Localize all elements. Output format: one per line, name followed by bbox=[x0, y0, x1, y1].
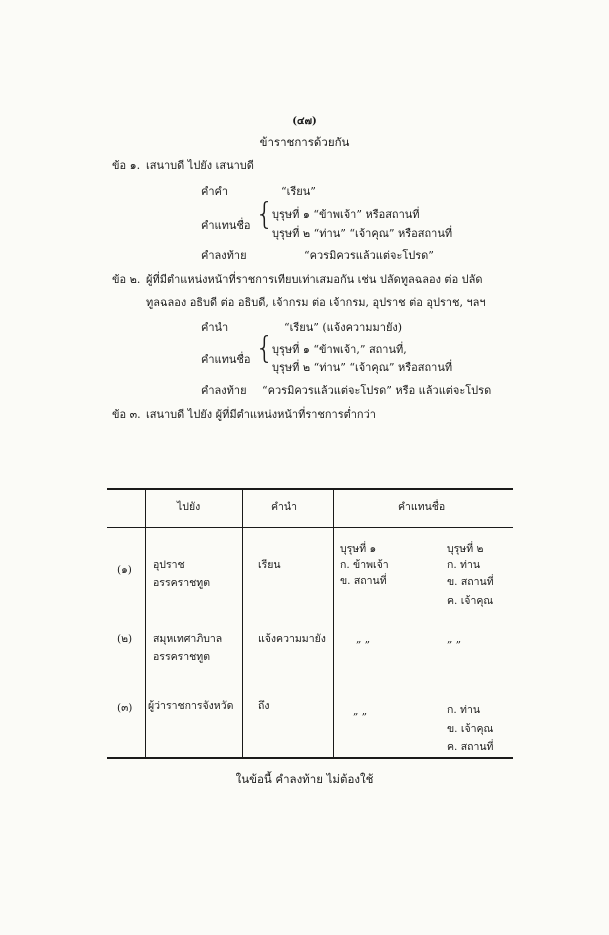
row-3-p2-3: ค. สถานที่ bbox=[447, 741, 494, 753]
clause-1-closing-label: คำลงท้าย bbox=[201, 249, 247, 262]
table-divider-2 bbox=[242, 488, 243, 758]
clause-3-text: เสนาบดี ไปยัง ผู้ที่มีตำแหน่งหน้าที่ราชการต่ำกว่า bbox=[146, 408, 376, 421]
clause-2-person-1: บุรุษที่ ๑ “ข้าพเจ้า,” สถานที่, bbox=[272, 343, 407, 356]
row-1-p2-2: ก. ท่าน bbox=[447, 559, 481, 571]
clause-2-text-line-1: ผู้ที่มีตำแหน่งหน้าที่ราชการเทียบเท่าเสมอกัน เช่น ปลัดทูลฉลอง ต่อ ปลัด bbox=[146, 273, 483, 286]
table-top-rule bbox=[107, 488, 513, 490]
row-2-p1-ditto: „ „ bbox=[356, 633, 371, 645]
row-1-to-2: อรรคราชทูต bbox=[153, 577, 211, 589]
footer-note: ในข้อนี้ คำลงท้าย ไม่ต้องใช้ bbox=[235, 772, 374, 786]
clause-1-person-1: บุรุษที่ ๑ “ข้าพเจ้า” หรือสถานที่ bbox=[272, 208, 420, 221]
row-3-p1-ditto: „ „ bbox=[353, 705, 368, 717]
row-1-p1-2: ก. ข้าพเจ้า bbox=[340, 559, 389, 571]
row-2-to-1: สมุหเทศาภิบาล bbox=[153, 633, 223, 645]
clause-1-brace-icon: { bbox=[255, 197, 275, 232]
clause-1-pronoun-label: คำแทนชื่อ bbox=[201, 219, 251, 232]
header-pronoun: คำแทนชื่อ bbox=[398, 501, 446, 513]
row-1-p1-3: ข. สถานที่ bbox=[340, 575, 387, 587]
row-1-number: (๑) bbox=[117, 564, 132, 576]
table-bottom-rule bbox=[107, 757, 513, 759]
row-1-p2-3: ข. สถานที่ bbox=[447, 576, 494, 588]
clause-1-opening-value: “เรียน” bbox=[281, 185, 316, 198]
clause-2-opening-value: “เรียน” (แจ้งความมายัง) bbox=[284, 321, 403, 334]
row-2-p2-ditto: „ „ bbox=[447, 633, 462, 645]
clause-1-opening-label: คำคำ bbox=[201, 185, 229, 198]
clause-1-text: เสนาบดี ไปยัง เสนาบดี bbox=[146, 159, 254, 172]
clause-1-closing-value: “ควรมิควรแล้วแต่จะโปรด” bbox=[304, 249, 434, 262]
row-2-to-2: อรรคราชทูต bbox=[153, 651, 211, 663]
row-3-number: (๓) bbox=[117, 702, 133, 714]
row-3-p2-1: ก. ท่าน bbox=[447, 704, 481, 716]
clause-2-brace-icon: { bbox=[255, 331, 275, 366]
clause-2-pronoun-label: คำแทนชื่อ bbox=[201, 353, 251, 366]
page-number: (๔๗) bbox=[292, 116, 317, 127]
clause-2-closing-value: “ควรมิควรแล้วแต่จะโปรด” หรือ แล้วแต่จะโปรด bbox=[262, 384, 492, 397]
row-3-p2-2: ข. เจ้าคุณ bbox=[447, 723, 494, 735]
row-3-to-1: ผู้ว่าราชการจังหวัด bbox=[148, 700, 234, 712]
clause-3-label: ข้อ ๓. bbox=[112, 408, 141, 421]
row-1-p2-4: ค. เจ้าคุณ bbox=[447, 595, 494, 607]
section-heading: ข้าราชการด้วยกัน bbox=[259, 135, 350, 149]
row-2-opening: แจ้งความมายัง bbox=[258, 633, 326, 645]
clause-1-person-2: บุรุษที่ ๒ “ท่าน” “เจ้าคุณ” หรือสถานที่ bbox=[272, 227, 453, 240]
row-3-opening: ถึง bbox=[258, 700, 270, 712]
row-1-p1-1: บุรุษที่ ๑ bbox=[340, 543, 377, 555]
clause-2-person-2: บุรุษที่ ๒ “ท่าน” “เจ้าคุณ” หรือสถานที่ bbox=[272, 361, 453, 374]
row-1-to-1: อุปราช bbox=[153, 559, 185, 571]
row-1-p2-1: บุรุษที่ ๒ bbox=[447, 543, 484, 555]
table-divider-1 bbox=[145, 488, 146, 758]
header-opening: คำนำ bbox=[271, 501, 297, 513]
clause-1-label: ข้อ ๑. bbox=[112, 159, 141, 172]
row-2-number: (๒) bbox=[117, 633, 133, 645]
table-divider-3 bbox=[333, 488, 334, 758]
clause-2-opening-label: คำนำ bbox=[201, 321, 229, 334]
clause-2-text-line-2: ทูลฉลอง อธิบดี ต่อ อธิบดี, เจ้ากรม ต่อ เจ้ากรม, อุปราช ต่อ อุปราช, ฯลฯ bbox=[146, 296, 486, 309]
row-1-opening: เรียน bbox=[258, 559, 281, 571]
clause-2-label: ข้อ ๒. bbox=[112, 273, 141, 286]
clause-2-closing-label: คำลงท้าย bbox=[201, 384, 247, 397]
header-to: ไปยัง bbox=[177, 501, 201, 513]
table-header-rule bbox=[107, 527, 513, 528]
